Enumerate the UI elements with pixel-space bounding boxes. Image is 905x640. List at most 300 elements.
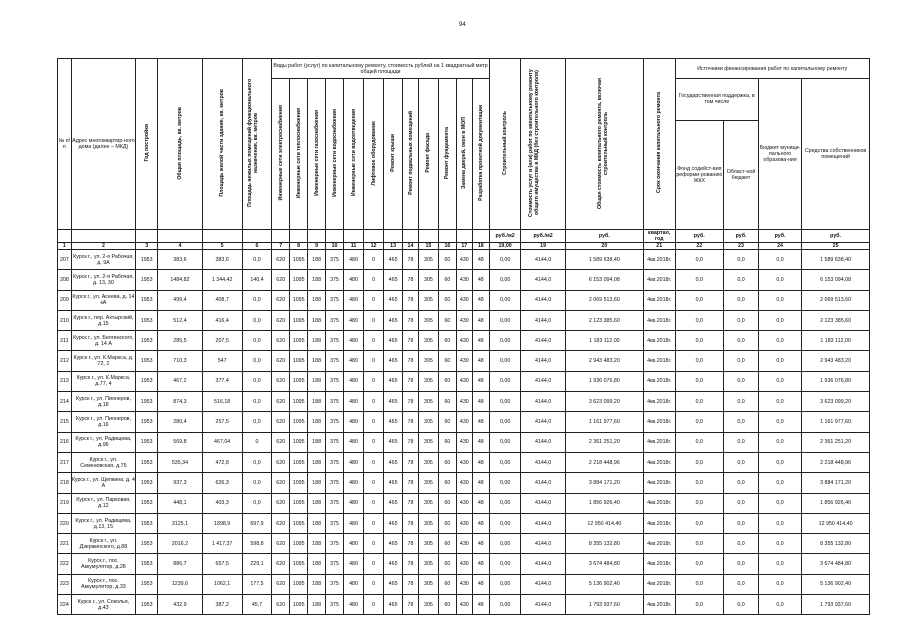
- header-nonresidential-area: Площадь нежилых помещений функционального назначения, кв. метров: [246, 78, 259, 208]
- row-fund: 0,0: [675, 452, 724, 472]
- row-fund: 0,0: [675, 290, 724, 310]
- row-work-cost: 1095: [290, 513, 308, 533]
- row-work-cost: 465: [384, 574, 403, 594]
- row-work-cost: 1095: [290, 392, 308, 412]
- table-row: [58, 351, 870, 371]
- row-work-cost: 375: [326, 310, 344, 330]
- column-number: 21: [643, 243, 675, 250]
- row-work-cost: 48: [472, 554, 489, 574]
- row-work-cost: 480: [344, 595, 364, 615]
- row-regional: 0,0: [724, 595, 759, 615]
- row-unit-cost: 4144,0: [521, 452, 565, 472]
- row-municipal: 0,0: [758, 392, 801, 412]
- column-number: 24: [758, 243, 801, 250]
- row-deadline: 4кв.2018г.: [643, 351, 675, 371]
- header-no: № п/п: [58, 59, 72, 230]
- row-nonres-area: 0,0: [242, 310, 272, 330]
- row-year: 1953: [136, 290, 158, 310]
- row-construction-control: 0,00: [489, 331, 521, 351]
- row-work-cost: 305: [418, 310, 438, 330]
- row-work-cost: 375: [326, 432, 344, 452]
- row-work-cost: 60: [438, 371, 456, 391]
- row-work-cost: 0: [364, 412, 384, 432]
- row-work-cost: 60: [438, 310, 456, 330]
- row-work-cost: 78: [403, 351, 419, 371]
- table-row: [58, 473, 870, 493]
- row-construction-control: 0,00: [489, 432, 521, 452]
- row-address: Курск г., ул. Асеева, д. 14 кА: [71, 290, 135, 310]
- row-construction-control: 0,00: [489, 513, 521, 533]
- row-work-cost: 305: [418, 473, 438, 493]
- row-work-cost: 620: [272, 392, 290, 412]
- row-work-cost: 78: [403, 331, 419, 351]
- row-work-cost: 620: [272, 473, 290, 493]
- row-number: 217: [58, 452, 72, 472]
- row-work-cost: 60: [438, 250, 456, 270]
- row-work-cost: 620: [272, 513, 290, 533]
- row-total-area: 569,8: [158, 432, 202, 452]
- row-owners: 1 936 076,80: [802, 371, 870, 391]
- row-number: 212: [58, 351, 72, 371]
- row-work-cost: 620: [272, 250, 290, 270]
- row-work-cost: 0: [364, 351, 384, 371]
- row-work-cost: 78: [403, 574, 419, 594]
- row-work-cost: 620: [272, 270, 290, 290]
- row-year: 1953: [136, 351, 158, 371]
- row-work-cost: 465: [384, 534, 403, 554]
- row-unit-cost: 4144,0: [521, 310, 565, 330]
- row-regional: 0,0: [724, 351, 759, 371]
- row-work-cost: 465: [384, 493, 403, 513]
- row-total-area: 448,1: [158, 493, 202, 513]
- row-unit-cost: 4144,0: [521, 351, 565, 371]
- row-work-cost: 60: [438, 513, 456, 533]
- row-work-cost: 305: [418, 574, 438, 594]
- row-construction-control: 0,00: [489, 595, 521, 615]
- row-year: 1953: [136, 331, 158, 351]
- header-work-7: Ремонт крыши: [390, 134, 397, 172]
- unit-quarter-year: квартал, год: [643, 230, 675, 243]
- row-number: 223: [58, 574, 72, 594]
- row-construction-control: 0,00: [489, 452, 521, 472]
- row-nonres-area: 0,0: [242, 331, 272, 351]
- column-number: 22: [675, 243, 724, 250]
- row-work-cost: 480: [344, 534, 364, 554]
- row-work-cost: 1095: [290, 493, 308, 513]
- column-number: 1: [58, 243, 72, 250]
- row-work-cost: 1095: [290, 595, 308, 615]
- row-work-cost: 465: [384, 513, 403, 533]
- row-work-cost: 480: [344, 270, 364, 290]
- row-work-cost: 0: [364, 595, 384, 615]
- row-total-area: 1239,6: [158, 574, 202, 594]
- row-living-area: 1 344,42: [202, 270, 242, 290]
- row-work-cost: 78: [403, 595, 419, 615]
- row-address: Курск г., ул. Радищева, д.13, 15: [71, 513, 135, 533]
- row-work-cost: 188: [308, 574, 326, 594]
- header-work-12: Разработка проектной документации: [477, 105, 484, 201]
- header-construction-control: Строительный контроль: [502, 111, 509, 175]
- row-municipal: 0,0: [758, 250, 801, 270]
- row-work-cost: 48: [472, 493, 489, 513]
- row-work-cost: 430: [456, 250, 472, 270]
- row-work-cost: 480: [344, 493, 364, 513]
- row-work-cost: 430: [456, 392, 472, 412]
- row-fund: 0,0: [675, 534, 724, 554]
- row-nonres-area: 0,0: [242, 290, 272, 310]
- row-unit-cost: 4144,0: [521, 513, 565, 533]
- row-regional: 0,0: [724, 412, 759, 432]
- row-total-area: 285,5: [158, 331, 202, 351]
- unit-rub-total: руб.: [565, 230, 643, 243]
- row-municipal: 0,0: [758, 493, 801, 513]
- row-work-cost: 430: [456, 412, 472, 432]
- row-year: 1953: [136, 310, 158, 330]
- row-year: 1953: [136, 250, 158, 270]
- row-work-cost: 78: [403, 371, 419, 391]
- row-work-cost: 0: [364, 310, 384, 330]
- column-number: 16: [438, 243, 456, 250]
- row-work-cost: 480: [344, 392, 364, 412]
- row-total-area: 432,9: [158, 595, 202, 615]
- row-total-cost: 3 674 484,80: [565, 554, 643, 574]
- row-owners: 2 361 251,20: [802, 432, 870, 452]
- row-deadline: 4кв.2018г.: [643, 290, 675, 310]
- row-work-cost: 78: [403, 513, 419, 533]
- row-work-cost: 430: [456, 432, 472, 452]
- row-number: 221: [58, 534, 72, 554]
- column-number: 5: [202, 243, 242, 250]
- row-deadline: 4кв.2018г.: [643, 554, 675, 574]
- row-work-cost: 375: [326, 595, 344, 615]
- row-work-cost: 60: [438, 493, 456, 513]
- row-work-cost: 480: [344, 574, 364, 594]
- row-work-cost: 48: [472, 392, 489, 412]
- row-work-cost: 0: [364, 493, 384, 513]
- row-work-cost: 430: [456, 513, 472, 533]
- row-work-cost: 430: [456, 473, 472, 493]
- row-municipal: 0,0: [758, 290, 801, 310]
- row-work-cost: 60: [438, 412, 456, 432]
- header-municipal-budget: Бюджет муници-пального образова-ния: [758, 79, 801, 230]
- row-work-cost: 375: [326, 493, 344, 513]
- row-work-cost: 60: [438, 392, 456, 412]
- row-work-cost: 480: [344, 351, 364, 371]
- row-owners: 2 218 448,96: [802, 452, 870, 472]
- row-work-cost: 620: [272, 351, 290, 371]
- row-work-cost: 480: [344, 290, 364, 310]
- row-number: 208: [58, 270, 72, 290]
- unit-rub-regional: руб.: [724, 230, 759, 243]
- row-deadline: 4кв.2018г.: [643, 574, 675, 594]
- row-work-cost: 305: [418, 392, 438, 412]
- row-work-cost: 48: [472, 371, 489, 391]
- row-fund: 0,0: [675, 392, 724, 412]
- column-number: 8: [290, 243, 308, 250]
- row-work-cost: 1095: [290, 432, 308, 452]
- row-total-cost: 1 161 977,60: [565, 412, 643, 432]
- row-fund: 0,0: [675, 574, 724, 594]
- row-work-cost: 430: [456, 270, 472, 290]
- row-work-cost: 48: [472, 534, 489, 554]
- row-total-area: 710,3: [158, 351, 202, 371]
- row-nonres-area: 0,0: [242, 452, 272, 472]
- row-total-cost: 2 069 513,60: [565, 290, 643, 310]
- row-fund: 0,0: [675, 250, 724, 270]
- row-work-cost: 1095: [290, 270, 308, 290]
- header-work-2: Инженерные сети теплоснабжения: [295, 107, 302, 199]
- row-total-area: 2016,2: [158, 534, 202, 554]
- row-work-cost: 1095: [290, 331, 308, 351]
- row-total-cost: 2 361 251,20: [565, 432, 643, 452]
- row-work-cost: 78: [403, 270, 419, 290]
- header-address: Адрес многоквартир-ного дома (далее – МКД): [71, 59, 135, 230]
- capital-repair-table: [57, 58, 870, 615]
- row-total-cost: 3 623 099,20: [565, 392, 643, 412]
- row-work-cost: 305: [418, 371, 438, 391]
- row-living-area: 377,4: [202, 371, 242, 391]
- row-municipal: 0,0: [758, 574, 801, 594]
- row-work-cost: 375: [326, 412, 344, 432]
- unit-per-m2-ctrl: руб./м2: [489, 230, 521, 243]
- row-address: Курск г., ул. Соколья, д.43: [71, 595, 135, 615]
- row-work-cost: 305: [418, 554, 438, 574]
- row-fund: 0,0: [675, 473, 724, 493]
- row-address: Курск г., ул. Парковая, д.12: [71, 493, 135, 513]
- row-work-cost: 78: [403, 250, 419, 270]
- row-work-cost: 48: [472, 351, 489, 371]
- row-unit-cost: 4144,0: [521, 371, 565, 391]
- row-work-cost: 0: [364, 371, 384, 391]
- row-work-cost: 430: [456, 574, 472, 594]
- row-construction-control: 0,00: [489, 371, 521, 391]
- unit-per-m2-cost: руб./м2: [521, 230, 565, 243]
- row-work-cost: 620: [272, 452, 290, 472]
- row-work-cost: 480: [344, 331, 364, 351]
- row-fund: 0,0: [675, 554, 724, 574]
- row-deadline: 4кв.2018г.: [643, 310, 675, 330]
- row-unit-cost: 4144,0: [521, 250, 565, 270]
- header-work-9: Ремонт фасада: [425, 133, 432, 173]
- row-owners: 1 793 937,60: [802, 595, 870, 615]
- row-work-cost: 48: [472, 250, 489, 270]
- header-work-8: Ремонт подвальных помещений: [407, 111, 414, 195]
- row-regional: 0,0: [724, 513, 759, 533]
- row-work-cost: 78: [403, 452, 419, 472]
- row-owners: 6 153 094,08: [802, 270, 870, 290]
- row-unit-cost: 4144,0: [521, 554, 565, 574]
- row-work-cost: 375: [326, 331, 344, 351]
- header-sources-group: Источники финансирования работ по капитальному ремонту: [675, 59, 869, 79]
- row-deadline: 4кв.2018г.: [643, 331, 675, 351]
- row-work-cost: 465: [384, 270, 403, 290]
- row-work-cost: 620: [272, 574, 290, 594]
- row-work-cost: 305: [418, 493, 438, 513]
- row-work-cost: 430: [456, 310, 472, 330]
- row-work-cost: 375: [326, 473, 344, 493]
- row-year: 1953: [136, 473, 158, 493]
- row-work-cost: 60: [438, 290, 456, 310]
- row-address: Курск г., ул. 2-я Рабочая, д. 13, 30: [71, 270, 135, 290]
- row-number: 222: [58, 554, 72, 574]
- row-fund: 0,0: [675, 513, 724, 533]
- row-work-cost: 188: [308, 513, 326, 533]
- header-regional-budget: Област-ной бюджет: [724, 120, 759, 229]
- row-work-cost: 1095: [290, 351, 308, 371]
- row-work-cost: 1095: [290, 574, 308, 594]
- row-work-cost: 60: [438, 574, 456, 594]
- row-work-cost: 0: [364, 473, 384, 493]
- column-number: 20: [565, 243, 643, 250]
- row-living-area: 1 417,37: [202, 534, 242, 554]
- row-work-cost: 465: [384, 392, 403, 412]
- header-total-cost: Общая стоимость капитального ремонта, включая строительный контроль: [597, 77, 610, 209]
- row-living-area: 657,5: [202, 554, 242, 574]
- row-work-cost: 430: [456, 595, 472, 615]
- row-total-area: 3125,1: [158, 513, 202, 533]
- row-total-cost: 3 884 171,20: [565, 473, 643, 493]
- header-living-area: Площадь жилой части здания, кв. метров: [219, 89, 226, 197]
- column-number: 25: [802, 243, 870, 250]
- row-construction-control: 0,00: [489, 412, 521, 432]
- row-work-cost: 188: [308, 290, 326, 310]
- row-unit-cost: 4144,0: [521, 412, 565, 432]
- row-address: Курск г., ул. 2-я Рабочая, д. 9А: [71, 250, 135, 270]
- header-work-1: Инженерные сети электроснабжения: [277, 105, 284, 201]
- row-living-area: 467,04: [202, 432, 242, 452]
- row-work-cost: 48: [472, 432, 489, 452]
- row-living-area: 383,6: [202, 250, 242, 270]
- row-work-cost: 1095: [290, 250, 308, 270]
- row-unit-cost: 4144,0: [521, 493, 565, 513]
- row-work-cost: 430: [456, 331, 472, 351]
- row-total-area: 512,4: [158, 310, 202, 330]
- row-owners: 2 943 483,20: [802, 351, 870, 371]
- row-construction-control: 0,00: [489, 270, 521, 290]
- row-work-cost: 60: [438, 351, 456, 371]
- row-address: Курск г., ул. Щепкина, д. 4 А: [71, 473, 135, 493]
- row-work-cost: 0: [364, 534, 384, 554]
- row-work-cost: 620: [272, 331, 290, 351]
- row-year: 1953: [136, 534, 158, 554]
- row-work-cost: 465: [384, 371, 403, 391]
- row-owners: 3 623 099,20: [802, 392, 870, 412]
- row-nonres-area: 0,0: [242, 473, 272, 493]
- row-work-cost: 0: [364, 574, 384, 594]
- row-nonres-area: 0,0: [242, 412, 272, 432]
- header-unit-cost: Стоимость услуг и (или) работ по капитальному ремонту общего имущества в МКД (без строительного контроля): [528, 69, 541, 217]
- header-work-10: Ремонт фундамента: [444, 126, 451, 180]
- row-deadline: 4кв.2018г.: [643, 250, 675, 270]
- row-living-area: 516,18: [202, 392, 242, 412]
- row-total-area: 280,4: [158, 412, 202, 432]
- row-work-cost: 78: [403, 290, 419, 310]
- row-nonres-area: 45,7: [242, 595, 272, 615]
- row-year: 1953: [136, 270, 158, 290]
- row-regional: 0,0: [724, 452, 759, 472]
- row-work-cost: 1095: [290, 412, 308, 432]
- row-work-cost: 375: [326, 290, 344, 310]
- table-row: [58, 554, 870, 574]
- row-living-area: 207,5: [202, 331, 242, 351]
- row-nonres-area: 0,0: [242, 371, 272, 391]
- table-row: [58, 270, 870, 290]
- row-fund: 0,0: [675, 412, 724, 432]
- row-living-area: 472,8: [202, 452, 242, 472]
- row-work-cost: 305: [418, 432, 438, 452]
- row-construction-control: 0,00: [489, 473, 521, 493]
- row-work-cost: 60: [438, 270, 456, 290]
- row-work-cost: 1095: [290, 534, 308, 554]
- column-number: 12: [364, 243, 384, 250]
- row-work-cost: 1095: [290, 310, 308, 330]
- row-living-area: 387,2: [202, 595, 242, 615]
- row-work-cost: 60: [438, 452, 456, 472]
- header-state-support: Государственная поддержка, в том числе: [675, 79, 758, 121]
- row-nonres-area: 0,0: [242, 351, 272, 371]
- row-number: 209: [58, 290, 72, 310]
- row-nonres-area: 0,0: [242, 493, 272, 513]
- page-number: 94: [459, 22, 466, 28]
- row-fund: 0,0: [675, 331, 724, 351]
- header-deadline: Срок окончания капитального ремонта: [656, 92, 663, 194]
- row-work-cost: 78: [403, 310, 419, 330]
- table-row: [58, 432, 870, 452]
- row-work-cost: 1095: [290, 290, 308, 310]
- column-number: 13: [384, 243, 403, 250]
- row-work-cost: 188: [308, 392, 326, 412]
- row-work-cost: 188: [308, 554, 326, 574]
- row-work-cost: 375: [326, 351, 344, 371]
- row-year: 1953: [136, 432, 158, 452]
- row-work-cost: 48: [472, 574, 489, 594]
- row-deadline: 4кв.2018г.: [643, 432, 675, 452]
- header-work-3: Инженерные сети газоснабжения: [313, 110, 320, 196]
- row-work-cost: 60: [438, 595, 456, 615]
- row-construction-control: 0,00: [489, 310, 521, 330]
- row-work-cost: 465: [384, 595, 403, 615]
- row-work-cost: 480: [344, 554, 364, 574]
- row-work-cost: 60: [438, 331, 456, 351]
- row-deadline: 4кв.2018г.: [643, 392, 675, 412]
- row-work-cost: 188: [308, 452, 326, 472]
- row-construction-control: 0,00: [489, 290, 521, 310]
- row-address: Курск г., ул. К.Маркса, д. 72, 2: [71, 351, 135, 371]
- row-total-cost: 12 950 414,40: [565, 513, 643, 533]
- row-regional: 0,0: [724, 554, 759, 574]
- row-regional: 0,0: [724, 493, 759, 513]
- row-total-area: 499,4: [158, 290, 202, 310]
- row-work-cost: 620: [272, 432, 290, 452]
- row-owners: 12 950 414,40: [802, 513, 870, 533]
- row-municipal: 0,0: [758, 554, 801, 574]
- row-total-area: 1484,82: [158, 270, 202, 290]
- row-work-cost: 375: [326, 392, 344, 412]
- row-living-area: 408,7: [202, 290, 242, 310]
- row-total-area: 874,3: [158, 392, 202, 412]
- row-work-cost: 188: [308, 310, 326, 330]
- row-work-cost: 620: [272, 595, 290, 615]
- row-work-cost: 48: [472, 452, 489, 472]
- row-living-area: 257,5: [202, 412, 242, 432]
- row-fund: 0,0: [675, 351, 724, 371]
- row-address: Курск г., пос. Аккумулятор, д.28: [71, 554, 135, 574]
- row-unit-cost: 4144,0: [521, 432, 565, 452]
- row-year: 1953: [136, 371, 158, 391]
- row-work-cost: 480: [344, 432, 364, 452]
- row-work-cost: 620: [272, 412, 290, 432]
- row-construction-control: 0,00: [489, 493, 521, 513]
